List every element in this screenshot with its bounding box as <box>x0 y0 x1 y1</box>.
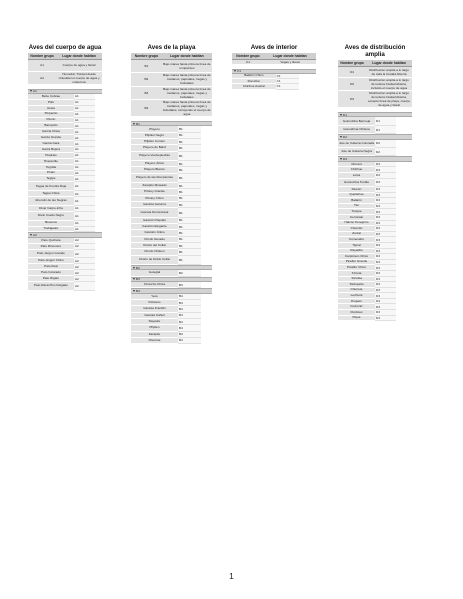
species-group-code: A2 <box>74 270 95 276</box>
species-name: Piqué <box>338 316 375 322</box>
species-group-code: D3 <box>375 271 396 277</box>
definition-text: Bajo marea hasta primera línea de médanos, pajonales, riegas y bofedales, incluyendo el cuerpo de agua <box>162 100 211 117</box>
species-group-code: A2 <box>74 244 95 250</box>
species-name: Garcia Grande <box>28 135 74 141</box>
species-group-code: A1 <box>74 106 95 112</box>
species-group-code: D3 <box>375 265 396 271</box>
species-name: Playero de Baird <box>131 145 178 151</box>
species-group-code: A1 <box>74 206 95 212</box>
species-name: Divar Cuello Negro <box>28 212 74 221</box>
species-group-code: B1 <box>178 183 201 189</box>
species-group-code: A1 <box>74 141 95 147</box>
species-name: Tortolita <box>338 277 375 283</box>
species-group-code: B4 <box>178 300 201 306</box>
triangle-down-icon <box>234 70 236 72</box>
species-group-code: A1 <box>74 227 95 233</box>
species-group-code: B1 <box>178 133 201 139</box>
species-name: Bailarín Chico <box>232 74 276 79</box>
species-name: Tucque <box>338 209 375 215</box>
species-group-code: D3 <box>375 249 396 255</box>
triangle-down-icon <box>133 278 135 280</box>
species-group-code: D3 <box>375 187 396 193</box>
species-group-code: D1 <box>375 117 396 125</box>
group-label: C1 <box>237 69 241 74</box>
table-row <box>338 140 412 148</box>
species-name: Chercán <box>338 226 375 232</box>
definition-row <box>131 87 212 101</box>
species-name: Zarapito <box>131 332 178 338</box>
species-name: Zorzal <box>338 232 375 238</box>
definition-code: D1 <box>350 69 355 74</box>
species-group-code: B4 <box>178 338 201 344</box>
species-name: Chorlo Nevado <box>131 237 178 243</box>
species-name: Pilpilen <box>131 325 178 331</box>
definition-table-header <box>28 53 102 60</box>
species-group-code: B1 <box>178 196 201 202</box>
species-name: Playero de las Rompientes <box>131 174 178 183</box>
species-name: Pinpacito <box>28 112 74 118</box>
species-name: Pitotoy Chico <box>131 196 178 202</box>
species-group-code: D3 <box>375 221 396 227</box>
species-name: Playero <box>131 126 178 132</box>
species-name: Pato Jergon Grande <box>28 250 74 259</box>
species-name: Pato Rigato <box>28 276 74 282</box>
species-group-code: A1 <box>74 112 95 118</box>
species-group-code: D2 <box>375 148 396 156</box>
species-name: Bebe Cubrae <box>28 94 74 100</box>
species-group-code: B3 <box>178 282 201 288</box>
species-name: Bailarín <box>338 198 375 204</box>
species-group-code: B1 <box>178 167 201 173</box>
species-group-code: D3 <box>375 193 396 199</box>
species-name: Pato Rincorero <box>28 244 74 250</box>
definition-code: B4 <box>144 106 149 111</box>
definition-code: B3 <box>144 90 149 95</box>
table-row <box>338 179 412 187</box>
species-name: Picaflor Chico <box>338 265 375 271</box>
species-name: Gaviota Dominicana <box>131 208 178 217</box>
species-name: Picaflor Grande <box>338 260 375 266</box>
section-title: Aves del cuerpo de agua <box>28 44 102 51</box>
species-name: Golondrina Chilena <box>338 126 375 134</box>
species-group-code: D3 <box>375 232 396 238</box>
section-title: Aves de la playa <box>147 44 196 51</box>
species-group-code: A2 <box>74 264 95 270</box>
page-number: 1 <box>229 571 234 581</box>
species-name: Gaviotín Elegante <box>131 224 178 230</box>
species-group-code: D3 <box>375 209 396 215</box>
species-name: Jote de Cabeza Colorada <box>338 140 375 148</box>
species-name: Chorlo de Doble Collar <box>131 256 178 265</box>
species-group-code: A2 <box>74 238 95 244</box>
table-row <box>338 117 412 125</box>
definition-text: Vegas y litoral <box>280 59 300 64</box>
species-name: Diucón <box>338 187 375 193</box>
species-group-code: D3 <box>375 179 396 187</box>
species-group-code: A1 <box>74 147 95 153</box>
definition-code: B1 <box>144 63 149 68</box>
section-aves-de-la-playa <box>131 44 212 344</box>
species-group-code: B1 <box>178 145 201 151</box>
species-group-code: D3 <box>375 237 396 243</box>
header-habitat: Lugar donde habitan <box>170 53 204 58</box>
species-group-code: D3 <box>375 260 396 266</box>
species-group-code: D3 <box>375 162 396 168</box>
species-name: Playero Ártico <box>131 161 178 167</box>
species-name: Chirihue Austral <box>232 84 276 89</box>
species-group-code: D3 <box>375 316 396 322</box>
triangle-down-icon <box>30 234 32 236</box>
section-aves-de-interior <box>232 44 316 90</box>
species-name: Pato Quchara <box>28 238 74 244</box>
table-row <box>338 126 412 134</box>
definition-table-header <box>338 60 412 67</box>
species-name: Cernícalo <box>338 215 375 221</box>
species-name: Loica <box>338 173 375 179</box>
definition-row <box>131 60 212 74</box>
section-aves-de-distribucion-amplia <box>338 44 412 321</box>
species-group-code: A1 <box>74 123 95 129</box>
species-group-code: A1 <box>74 94 95 100</box>
species-name: Chorlo Chileno <box>131 249 178 255</box>
species-group-code: B1 <box>178 243 201 249</box>
species-name: Becerna <box>28 221 74 227</box>
species-group-code: D3 <box>375 215 396 221</box>
species-name: Golondrina Tordito <box>338 179 375 187</box>
triangle-down-icon <box>133 290 135 292</box>
species-group-code: D3 <box>375 304 396 310</box>
definition-code: A1 <box>40 63 44 68</box>
table-row <box>131 270 212 276</box>
species-name: Tordopeñe <box>338 282 375 288</box>
section-aves-del-cuerpo-de-agua <box>28 44 102 291</box>
table-row <box>232 84 316 89</box>
species-name: Tagua Chica <box>28 191 74 197</box>
header-habitat: Lugar donde habitan <box>62 53 96 58</box>
species-name: Garcia Chica <box>28 129 74 135</box>
definition-code: D3 <box>350 97 355 102</box>
species-group-code: D2 <box>375 140 396 148</box>
table-row <box>131 208 212 217</box>
species-group-code: B1 <box>178 152 201 161</box>
species-group-code: B4 <box>178 332 201 338</box>
triangle-down-icon <box>133 123 135 125</box>
species-name: Aceta <box>28 106 74 112</box>
species-group-code: A1 <box>74 100 95 106</box>
definition-row <box>131 100 212 117</box>
species-name: Chuncho Chica <box>131 282 178 288</box>
species-name: Tijeral <box>338 243 375 249</box>
header-group-name: Nombre grupo <box>134 53 159 58</box>
species-group-code: A2 <box>74 282 95 291</box>
species-group-code: B1 <box>178 249 201 255</box>
definition-table-header <box>232 53 316 60</box>
species-group-code: A1 <box>74 165 95 171</box>
species-name: Playero Blanco <box>131 167 178 173</box>
triangle-down-icon <box>340 114 342 116</box>
group-label: B3 <box>136 277 140 282</box>
species-group-code: A1 <box>74 197 95 206</box>
triangle-down-icon <box>340 158 342 160</box>
definition-row <box>338 78 412 91</box>
definition-table-header <box>131 53 212 60</box>
definition-text: Distribución amplia a lo largo de toda la Ciudad Abierta, incluido el cuerpo de agua <box>369 78 409 91</box>
species-name: Halcón Peregrino <box>338 221 375 227</box>
species-name: Pitorin <box>28 118 74 124</box>
species-group-code: A1 <box>74 153 95 159</box>
table-row <box>131 174 212 183</box>
species-group-code: A2 <box>74 258 95 264</box>
triangle-down-icon <box>133 267 135 269</box>
species-group-code: D3 <box>375 167 396 173</box>
species-group-code: D3 <box>375 299 396 305</box>
species-name: Queltehue <box>338 193 375 199</box>
header-habitat: Lugar donde habitan <box>273 53 307 58</box>
species-group-code: D3 <box>375 204 396 210</box>
definition-text: Cuerpo de agua y litoral <box>62 63 96 68</box>
species-group-code: C1 <box>276 74 300 79</box>
header-group-name: Nombre grupo <box>340 60 364 65</box>
species-name: Pitotoy Grande <box>131 189 178 195</box>
species-name: Zarapito Moteado <box>131 183 178 189</box>
species-name: Perdices <box>338 310 375 316</box>
species-name: Gaviotín Ártico <box>131 230 178 236</box>
species-name: Huairaio <box>28 153 74 159</box>
triangle-down-icon <box>340 136 342 138</box>
header-group-name: Nombre grupo <box>236 53 260 58</box>
table-row <box>131 282 212 288</box>
species-group-code: D3 <box>375 282 396 288</box>
species-group-code: B1 <box>178 230 201 236</box>
species-name: Gaviota Cahuil <box>131 313 178 319</box>
species-group-code: D3 <box>375 198 396 204</box>
species-group-code: A1 <box>74 221 95 227</box>
species-name: Tórtola <box>338 271 375 277</box>
species-name: Gaviota Franklin <box>131 306 178 312</box>
definition-code: B2 <box>144 77 149 82</box>
species-group-code: A1 <box>74 129 95 135</box>
species-name: Tagua de Frentia Roja <box>28 182 74 191</box>
section-title: Aves de distribución amplia <box>344 44 406 58</box>
table-row <box>28 197 102 206</box>
section-title: Aves de interior <box>250 44 298 51</box>
species-name: Pinan <box>28 171 74 177</box>
definition-text: Humedal, Tránsel desde Uniedelel el cuerpo de agua y cobertura <box>58 71 100 84</box>
species-group-code: A2 <box>74 250 95 259</box>
species-name: Pato Rana Pico Delgado <box>28 282 74 291</box>
species-group-code: B1 <box>178 139 201 145</box>
species-group-code: B1 <box>178 174 201 183</box>
definition-row <box>28 60 102 72</box>
species-group-code: D3 <box>375 310 396 316</box>
species-group-code: B1 <box>178 126 201 132</box>
species-name: Codorniz <box>338 304 375 310</box>
species-group-code: B1 <box>178 256 201 265</box>
species-name: Pilpilen Común <box>131 139 178 145</box>
species-name: Yeco <box>131 294 178 300</box>
species-group-code: D3 <box>375 173 396 179</box>
header-group-name: Nombre grupo <box>30 53 54 58</box>
species-name: Jote de Cabeza Negra <box>338 148 375 156</box>
species-name: Playero Vuelvepiedras <box>131 152 178 161</box>
species-name: Lechuza <box>338 293 375 299</box>
definition-code: A2 <box>40 75 44 80</box>
species-group-code: D3 <box>375 288 396 294</box>
table-row <box>28 182 102 191</box>
species-name: Comesebo <box>338 237 375 243</box>
species-group-code: D3 <box>375 293 396 299</box>
table-row <box>28 212 102 221</box>
species-group-code: D1 <box>375 126 396 134</box>
definition-row <box>338 91 412 108</box>
definition-row <box>131 73 212 87</box>
species-group-code: B4 <box>178 294 201 300</box>
definition-text: Distribución amplia a lo largo de toda la Ciudad Abierta, excepto línea de playa, cuerpo de agua y litoral <box>367 91 411 108</box>
species-group-code: A1 <box>74 118 95 124</box>
species-name: Huarenille <box>28 159 74 165</box>
table-row <box>131 152 212 161</box>
species-name: Garcia Gara <box>28 141 74 147</box>
species-group-code: D3 <box>375 226 396 232</box>
species-name: Divar Carpo-infra <box>28 206 74 212</box>
species-group-code: B2 <box>178 270 201 276</box>
species-group-code: C1 <box>276 84 300 89</box>
definition-text: Bajo marea hasta primera línea de médanos, pajonales, riegas y bofedales <box>163 73 211 86</box>
group-label: A2 <box>33 233 37 238</box>
species-name: Garza Bujera <box>28 147 74 153</box>
table-row <box>338 148 412 156</box>
species-name: Pato Colorado <box>28 270 74 276</box>
species-name: Golondrina Bermeja <box>338 117 375 125</box>
species-name: Pelicano <box>131 300 178 306</box>
species-group-code: A1 <box>74 182 95 191</box>
group-label: D1 <box>343 112 347 117</box>
species-name: Tegipe <box>28 176 74 182</box>
species-name: Rayador <box>131 319 178 325</box>
species-group-code: C1 <box>276 79 300 84</box>
species-name: Run-Run <box>232 79 276 84</box>
table-row <box>131 338 212 344</box>
species-name: Tegrida <box>28 165 74 171</box>
table-row <box>28 250 102 259</box>
definition-code: C1 <box>245 59 250 64</box>
species-group-code: B1 <box>178 224 201 230</box>
group-label: B1 <box>136 121 140 126</box>
species-name: Churrete <box>131 338 178 344</box>
species-group-code: D3 <box>375 243 396 249</box>
group-label: B2 <box>136 265 140 270</box>
species-name: Pequén <box>338 299 375 305</box>
species-group-code: A1 <box>74 176 95 182</box>
species-group-code: A1 <box>74 159 95 165</box>
species-group-code: B1 <box>178 161 201 167</box>
species-name: Chincol <box>338 162 375 168</box>
definition-row <box>338 67 412 79</box>
species-name: Pilpilen Negro <box>131 133 178 139</box>
species-group-code: D3 <box>375 254 396 260</box>
species-name: Gaviotín Papudo <box>131 218 178 224</box>
species-group-code: A1 <box>74 135 95 141</box>
species-group-code: B1 <box>178 202 201 208</box>
species-name: Baropollo <box>28 123 74 129</box>
group-label: D2 <box>343 134 347 139</box>
species-group-code: A1 <box>74 191 95 197</box>
species-group-code: B4 <box>178 306 201 312</box>
species-name: Trabajador <box>28 227 74 233</box>
species-name: Pato Jergon Chico <box>28 258 74 264</box>
definition-text: Bajo marea hasta primera línea de médanos, pajonales, riegas y bofedales <box>163 86 211 99</box>
definition-row <box>28 72 102 85</box>
definition-text: Distribución amplia a lo largo de toda la Ciudad Abierta <box>369 67 409 76</box>
species-name: Gherulin de las Negras <box>28 197 74 206</box>
species-name: Chorlo del Collar <box>131 243 178 249</box>
species-group-code: B1 <box>178 189 201 195</box>
species-name: Gaviota Garuma <box>131 202 178 208</box>
definition-text: Bajo marea hasta primera línea de rompientes <box>163 61 211 70</box>
table-row <box>338 316 412 322</box>
species-group-code: B4 <box>178 319 201 325</box>
species-group-code: A2 <box>74 276 95 282</box>
species-group-code: B1 <box>178 218 201 224</box>
species-name: Churrete <box>338 288 375 294</box>
table-row <box>28 227 102 233</box>
triangle-down-icon <box>30 90 32 92</box>
species-name: Carpintero Chico <box>338 254 375 260</box>
species-group-code: A1 <box>74 212 95 221</box>
species-name: Chirihue <box>338 167 375 173</box>
species-group-code: A1 <box>74 171 95 177</box>
species-name: Golegial <box>131 270 178 276</box>
species-group-code: D3 <box>375 277 396 283</box>
species-name: Rayadito <box>338 249 375 255</box>
species-group-code: B1 <box>178 208 201 217</box>
species-group-code: B4 <box>178 325 201 331</box>
species-name: Tiuí <box>338 204 375 210</box>
group-label: D3 <box>343 157 347 162</box>
group-label: B4 <box>136 289 140 294</box>
table-row <box>131 256 212 265</box>
table-row <box>28 282 102 291</box>
species-group-code: B4 <box>178 313 201 319</box>
group-label: A1 <box>33 89 37 94</box>
species-name: Pitis <box>28 100 74 106</box>
header-habitat: Lugar donde habitan <box>372 60 406 65</box>
species-group-code: B1 <box>178 237 201 243</box>
definition-code: D2 <box>350 82 355 87</box>
species-name: Pato Real <box>28 264 74 270</box>
